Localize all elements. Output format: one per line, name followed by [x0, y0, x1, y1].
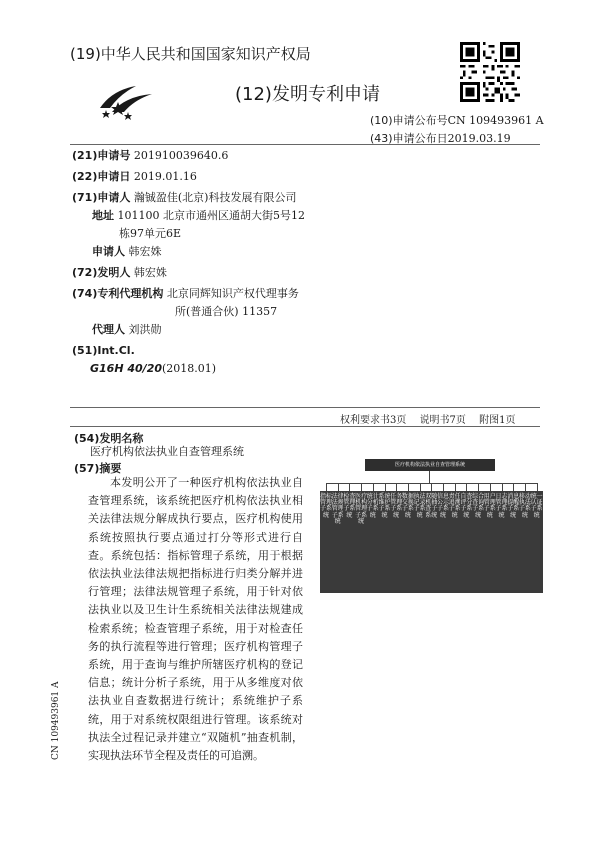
system-structure-figure: [315, 455, 545, 595]
figure-branch-stub: [431, 483, 432, 491]
publication-info: [370, 112, 544, 148]
agent-value: 刘洪勋: [128, 323, 162, 336]
office-name: (19)中华人民共和国国家知识产权局: [70, 45, 311, 63]
figure-subsystem-box: 责任追溯子系统: [449, 491, 461, 593]
figure-subsystem-box: 综合查询子系统: [472, 491, 484, 593]
description-pages: 说明书7页: [419, 415, 466, 426]
ipc-label: (51)Int.Cl.: [72, 344, 135, 357]
applicant-label: (71)申请人: [72, 191, 131, 204]
side-publication-number: CN 109493961 A: [51, 681, 61, 760]
app-no-value: 201910039640.6: [133, 149, 229, 162]
figure-subsystem-box: 检查管理子系统: [343, 491, 355, 593]
applicant-value: 瀚铖盈佳(北京)科技发展有限公司: [133, 191, 297, 204]
abstract-label: (57)摘要: [74, 462, 122, 475]
figure-subsystem-box: 法律法规管理子系统: [332, 491, 344, 593]
mid-divider-1: [70, 407, 540, 408]
figure-subsystem-box: 执法记录子系统: [414, 491, 426, 593]
title-label: (54)发明名称: [74, 432, 144, 445]
figure-branch-stub: [466, 483, 467, 491]
inventor-label: (72)发明人: [72, 266, 131, 279]
pub-no-label: (10)申请公布号: [370, 114, 448, 127]
office-logo-icon: [98, 82, 158, 122]
figure-root-connector: [429, 471, 430, 483]
agency-line-2: 所(普通合伙) 11357: [175, 305, 278, 318]
figure-branch-stub: [455, 483, 456, 491]
document-type: (12)发明专利申请: [235, 84, 380, 105]
abstract-text: 本发明公开了一种医疗机构依法执业自查管理系统，该系统把医疗机构依法执业相关法律法规分解成执行要点，医疗机构使用系统按照执行要点通过打分等形式进行自查。系统包括：指标管理子系统，用于根据依法执业法律法规把指标进行归类分解并进行管理；法律法规管理子系统，用于针对依法执业以及卫生计生系统相关法律法规建成检索系统；检查管理子系统，用于对检查任务的执行流程等进行管理；医疗机构管理子系统，用于查询与维护所辖医疗机构的登记信息；统计分析子系统，用于从多维度对依法执业自查数据进行统计；系统维护子系统，用于对系统权限组进行管理。该系统对执法全过程记录并建立“双随机”抽查机制，实现执法环节全程及责任的可追溯。: [88, 476, 303, 763]
figure-subsystem-box: 统一认证子系统: [531, 491, 543, 593]
app-date-label: (22)申请日: [72, 170, 131, 183]
address-line-1: 101100 北京市通州区通胡大街5号12: [117, 209, 305, 222]
figure-root-box: 医疗机构依法执业自查管理系统: [365, 459, 495, 471]
mid-divider-2: [70, 426, 540, 427]
agency-label: (74)专利代理机构: [72, 287, 164, 300]
figure-subsystem-box: 消息提醒子系统: [507, 491, 519, 593]
address-label: 地址: [92, 209, 114, 222]
app-date-value: 2019.01.16: [133, 170, 197, 183]
figure-subsystem-box: 日志管理子系统: [496, 491, 508, 593]
ipc-code: G16H 40/20: [90, 362, 163, 375]
agent-label: 代理人: [92, 323, 125, 336]
figure-branch-stub: [513, 483, 514, 491]
qr-code-icon: [460, 42, 520, 102]
figure-subsystem-box: 自查评分子系统: [460, 491, 472, 593]
figure-subsystem-box: 统计分析子系统: [367, 491, 379, 593]
figure-branch-stub: [396, 483, 397, 491]
pub-date-value: 2019.03.19: [447, 132, 511, 145]
figure-branch-stub: [490, 483, 491, 491]
figure-subsystem-box: 任务管理子系统: [390, 491, 402, 593]
page-counts: [340, 411, 526, 426]
figure-branch-stub: [502, 483, 503, 491]
applicant2-value: 韩宏姝: [128, 245, 162, 258]
pub-no-value: CN 109493961 A: [447, 114, 544, 127]
figure-branch-stub: [361, 483, 362, 491]
figure-branch-stub: [537, 483, 538, 491]
agency-line-1: 北京同辉知识产权代理事务: [166, 287, 299, 300]
figure-subsystem-box: 数据交换子系统: [402, 491, 414, 593]
figure-branch-stub: [385, 483, 386, 491]
invention-title: 医疗机构依法执业自查管理系统: [90, 445, 244, 458]
figure-subsystem-box: 指标管理子系统: [320, 491, 332, 593]
applicant2-label: 申请人: [92, 245, 125, 258]
figure-branch-stub: [420, 483, 421, 491]
figure-branch-stub: [443, 483, 444, 491]
figure-subsystem-box: 双随机抽查子系统: [425, 491, 437, 593]
figure-branch-stub: [326, 483, 327, 491]
figure-branch-stub: [478, 483, 479, 491]
claims-pages: 权利要求书3页: [340, 415, 407, 426]
figure-branch-stub: [373, 483, 374, 491]
figure-branch-stub: [338, 483, 339, 491]
figure-subsystem-box: 系统维护子系统: [379, 491, 391, 593]
figure-branch-stub: [525, 483, 526, 491]
ipc-version: (2018.01): [162, 362, 217, 375]
figure-subsystem-box: 用户管理子系统: [484, 491, 496, 593]
drawing-pages: 附图1页: [479, 415, 516, 426]
address-line-2: 栋97单元6E: [119, 227, 182, 240]
pub-date-label: (43)申请公布日: [370, 132, 448, 145]
app-no-label: (21)申请号: [72, 149, 131, 162]
figure-branch-stub: [408, 483, 409, 491]
inventor-value: 韩宏姝: [133, 266, 167, 279]
figure-subsystem-box: 医疗机构管理子系统: [355, 491, 367, 593]
figure-subsystem-box: 信息公示子系统: [437, 491, 449, 593]
figure-branch-stub: [349, 483, 350, 491]
figure-subsystem-box: 移动执法子系统: [519, 491, 531, 593]
top-divider: [70, 144, 540, 145]
